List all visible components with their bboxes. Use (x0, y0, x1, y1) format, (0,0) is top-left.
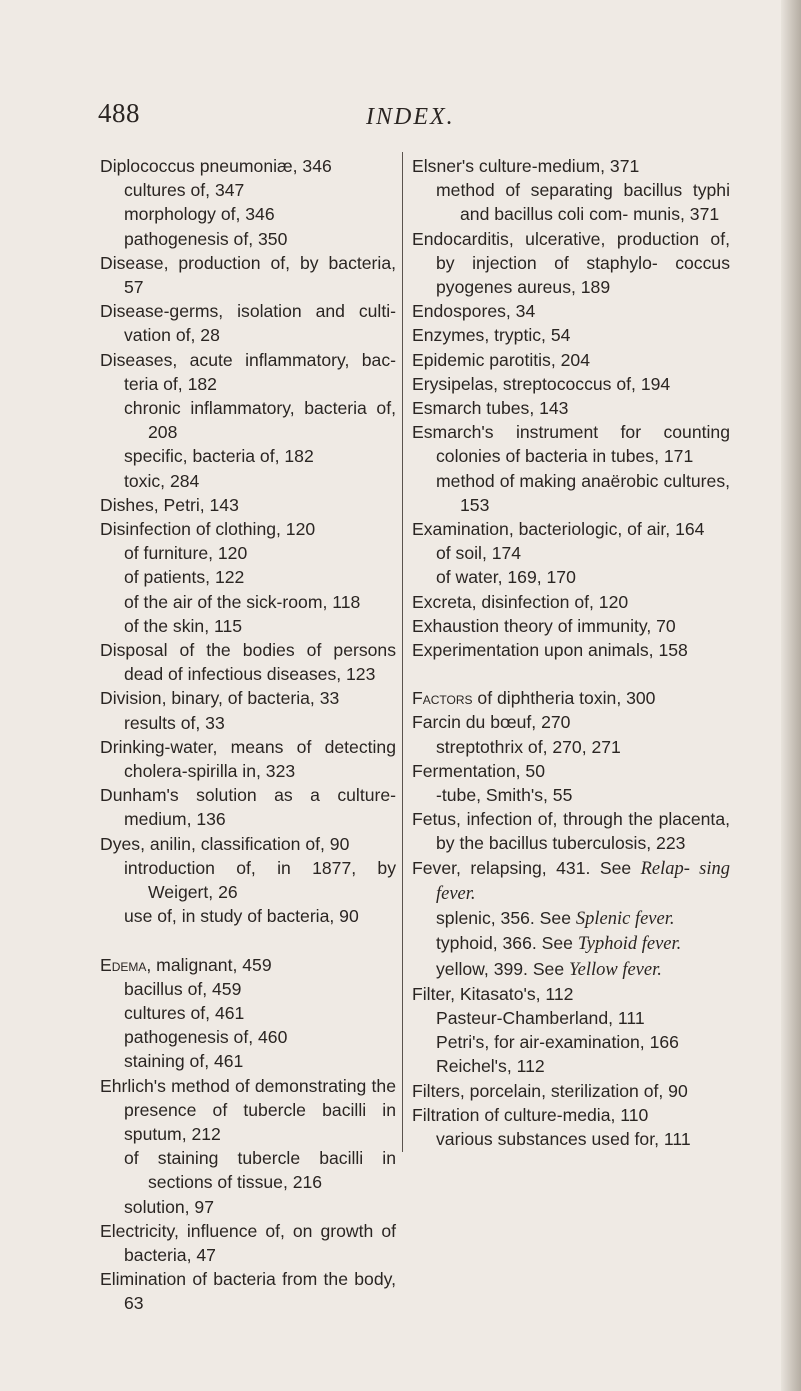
index-entry-text: Filters, porcelain, sterilization of, 90 (412, 1080, 688, 1101)
index-entry (412, 638, 730, 662)
index-entry (412, 856, 730, 906)
index-entry-text: Disposal of the bodies of persons dead of infectious diseases, 123 (100, 640, 396, 685)
index-letter-lead: Factors (412, 688, 473, 709)
index-entry-text: Electricity, influence of, on growth of bacteria, 47 (100, 1220, 396, 1265)
index-entry (412, 517, 730, 541)
index-entry-text: Elsner's culture-medium, 371 (412, 156, 640, 176)
index-entry (100, 1074, 396, 1147)
index-entry (412, 686, 730, 710)
index-letter-lead: Edema (100, 954, 147, 975)
index-entry-text: Dishes, Petri, 143 (100, 494, 239, 515)
index-subentry (100, 1195, 396, 1219)
index-entry (100, 783, 396, 831)
index-entry (412, 299, 730, 323)
index-entry-text: toxic, 284 (124, 470, 200, 491)
index-entry-text: pathogenesis of, 350 (124, 228, 288, 249)
index-entry-text: Endospores, 34 (412, 301, 536, 322)
index-subentry (412, 565, 730, 589)
index-entry-text: of water, 169, 170 (436, 567, 576, 588)
index-entry (412, 759, 730, 783)
index-entry (100, 517, 396, 541)
index-subentry (100, 856, 396, 904)
index-entry-text: Fetus, infection of, through the placenta, by the bacillus tuberculosis, 223 (412, 809, 730, 854)
index-subentry (412, 1030, 730, 1054)
index-subentry (412, 1127, 730, 1151)
index-entry-text: of soil, 174 (436, 543, 522, 564)
see-reference: Relap- sing fever. (436, 858, 730, 904)
page-number: 488 (98, 98, 140, 128)
index-entry (100, 953, 396, 977)
index-entry-text: Endocarditis, ulcerative, production of, by injection of staphylo- coccus pyogenes aureus, 189 (412, 228, 730, 298)
index-subentry (100, 469, 396, 493)
see-reference: Splenic fever. (575, 909, 675, 930)
index-subentry (100, 227, 396, 251)
page-edge-shadow (781, 0, 801, 1391)
index-entry (100, 348, 396, 396)
index-entry-text: Ehrlich's method of demonstrating the presence of tubercle bacilli in sputum, 212 (100, 1075, 396, 1144)
index-entry-text: Diplococcus pneumoniæ, 346 (100, 156, 332, 176)
index-subentry (412, 906, 730, 931)
index-entry-text: , malignant, 459 (146, 954, 272, 975)
index-entry-text: Drinking-water, means of detecting cholera-spirilla in, 323 (100, 736, 396, 782)
page-header (98, 98, 738, 138)
index-entry-text: Fermentation, 50 (412, 760, 546, 781)
index-entry-text: of the skin, 115 (124, 615, 243, 636)
column-divider (402, 152, 403, 1152)
index-entry-text: cultures of, 461 (124, 1002, 245, 1023)
index-entry-text: Fever, relapsing, 431. See (412, 857, 641, 878)
index-subentry (412, 1006, 730, 1030)
index-entry-text: Experimentation upon animals, 158 (412, 640, 688, 661)
index-entry-text: of furniture, 120 (124, 543, 248, 564)
index-entry (412, 396, 730, 420)
index-entry-text: Elimination of bacteria from the body, 63 (100, 1269, 396, 1314)
index-entry-text: Filtration of culture-media, 110 (412, 1104, 649, 1125)
index-subentry (412, 178, 730, 226)
index-subentry (412, 957, 730, 982)
index-column-right (412, 154, 730, 1151)
index-entry-text: typhoid, 366. See (436, 933, 578, 954)
index-entry-text: solution, 97 (124, 1196, 214, 1217)
index-entry-text: Pasteur-Chamberland, 111 (436, 1007, 645, 1028)
index-column-left (100, 154, 396, 1316)
index-subentry (100, 711, 396, 735)
index-entry-text: Disease, production of, by bacteria, 57 (100, 252, 396, 298)
index-subentry (412, 735, 730, 759)
see-reference: Typhoid fever. (577, 934, 682, 955)
index-entry (412, 227, 730, 300)
index-subentry (100, 1049, 396, 1073)
index-entry-text: Farcin du bœuf, 270 (412, 712, 571, 733)
index-subentry (100, 541, 396, 565)
index-subentry (100, 977, 396, 1001)
index-entry-text: Dunham's solution as a culture- medium, 136 (100, 785, 396, 830)
index-subentry (100, 1001, 396, 1025)
index-entry (100, 735, 396, 783)
index-subentry (100, 1025, 396, 1049)
index-entry (412, 154, 730, 178)
index-entry-text: Enzymes, tryptic, 54 (412, 325, 571, 346)
index-entry (412, 420, 730, 468)
index-entry-text: of patients, 122 (124, 567, 245, 588)
index-entry-text: Diseases, acute inflammatory, bac- teria of, 182 (100, 349, 396, 394)
index-subentry (100, 614, 396, 638)
index-entry-text: Examination, bacteriologic, of air, 164 (412, 519, 705, 540)
index-entry-text: method of separating bacillus typhi and bacillus coli com- munis, 371 (436, 180, 730, 225)
running-head: INDEX. (366, 104, 455, 130)
index-entry-text: splenic, 356. See (436, 908, 576, 929)
index-entry-text: of the air of the sick-room, 118 (124, 591, 361, 612)
index-entry-text: of diphtheria toxin, 300 (472, 688, 656, 709)
index-entry (100, 251, 396, 299)
index-entry-text: Disinfection of clothing, 120 (100, 519, 316, 540)
see-reference: Yellow fever. (569, 959, 662, 980)
index-entry (100, 154, 396, 178)
index-entry-text: specific, bacteria of, 182 (124, 446, 314, 467)
index-entry-text: -tube, Smith's, 55 (436, 785, 573, 806)
index-subentry (412, 1054, 730, 1078)
index-subentry (100, 1146, 396, 1194)
index-subentry (412, 469, 730, 517)
index-entry-text: bacillus of, 459 (124, 978, 242, 999)
index-subentry (100, 444, 396, 468)
index-entry-text: Esmarch tubes, 143 (412, 398, 569, 419)
index-entry (100, 493, 396, 517)
index-entry-text: Reichel's, 112 (436, 1056, 545, 1077)
index-entry-text: introduction of, in 1877, by Weigert, 26 (124, 857, 396, 903)
index-entry (412, 982, 730, 1006)
index-subentry (412, 931, 730, 956)
index-entry (412, 710, 730, 734)
index-entry (100, 638, 396, 686)
index-entry-text: Epidemic parotitis, 204 (412, 349, 590, 370)
index-entry-text: cultures of, 347 (124, 180, 245, 201)
index-subentry (100, 396, 396, 444)
index-entry (100, 299, 396, 347)
index-entry-text: Dyes, anilin, classification of, 90 (100, 833, 350, 854)
index-subentry (100, 904, 396, 928)
index-subentry (100, 202, 396, 226)
index-subentry (412, 783, 730, 807)
index-subentry (100, 178, 396, 202)
index-entry-text: Exhaustion theory of immunity, 70 (412, 615, 676, 636)
index-entry (412, 323, 730, 347)
index-entry-text: various substances used for, 111 (436, 1128, 691, 1149)
index-entry-text: pathogenesis of, 460 (124, 1027, 288, 1048)
index-entry-text: Filter, Kitasato's, 112 (412, 983, 574, 1004)
index-entry (412, 590, 730, 614)
index-entry-text: Esmarch's instrument for counting colonies of bacteria in tubes, 171 (412, 422, 730, 467)
index-entry-text: Disease-germs, isolation and culti- vation of, 28 (100, 301, 396, 346)
index-entry-text: morphology of, 346 (124, 204, 275, 225)
index-entry-text: method of making anaërobic cultures, 153 (436, 470, 730, 515)
index-entry-text: Division, binary, of bacteria, 33 (100, 688, 340, 709)
index-entry-text: Petri's, for air-examination, 166 (436, 1032, 679, 1053)
index-subentry (412, 541, 730, 565)
index-entry (412, 348, 730, 372)
index-entry-text: of staining tubercle bacilli in sections of tissue, 216 (124, 1148, 396, 1193)
index-entry (100, 1267, 396, 1315)
index-entry-text: Excreta, disinfection of, 120 (412, 591, 629, 612)
index-entry (100, 832, 396, 856)
index-subentry (100, 565, 396, 589)
index-entry-text: results of, 33 (124, 712, 225, 733)
index-subentry (100, 590, 396, 614)
index-entry-text: streptothrix of, 270, 271 (436, 736, 621, 757)
index-entry (412, 1079, 730, 1103)
index-entry (412, 614, 730, 638)
index-entry (100, 1219, 396, 1267)
index-entry (412, 807, 730, 855)
index-entry-text: chronic inflammatory, bacteria of, 208 (124, 398, 396, 443)
index-entry-text: staining of, 461 (124, 1051, 244, 1072)
index-entry (412, 372, 730, 396)
index-entry (100, 686, 396, 710)
index-entry-text: Erysipelas, streptococcus of, 194 (412, 373, 671, 394)
index-entry-text: yellow, 399. See (436, 958, 570, 979)
index-entry (412, 1103, 730, 1127)
index-entry-text: use of, in study of bacteria, 90 (124, 906, 359, 927)
